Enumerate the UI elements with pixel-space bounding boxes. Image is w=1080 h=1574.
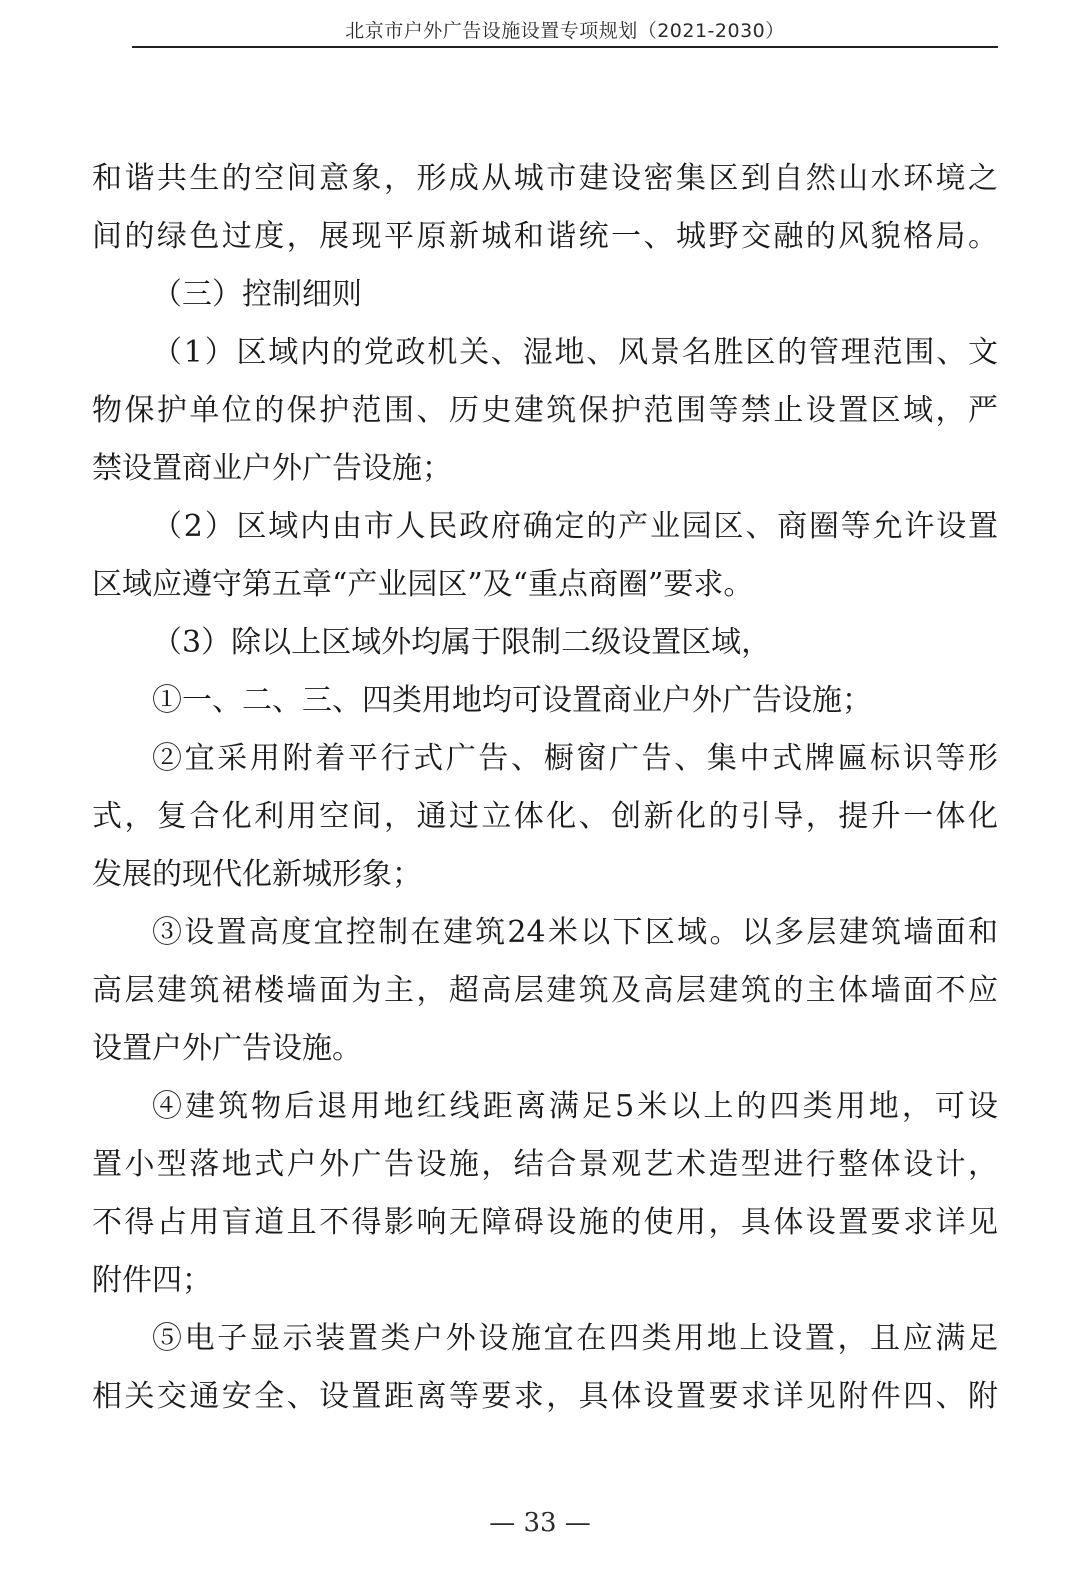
text-line: 和谐共生的空间意象，形成从城市建设密集区到自然山水环境之 xyxy=(92,161,998,196)
section-heading: （三）控制细则 xyxy=(152,277,362,312)
text-line: 区域应遵守第五章“产业园区”及“重点商圈”要求。 xyxy=(92,567,754,602)
text-line: 高层建筑裙楼墙面为主，超高层建筑及高层建筑的主体墙面不应 xyxy=(92,973,998,1008)
text-line: 不得占用盲道且不得影响无障碍设施的使用，具体设置要求详见 xyxy=(92,1205,998,1240)
text-line: 设置户外广告设施。 xyxy=(92,1031,362,1066)
text-line: ①一、二、三、四类用地均可设置商业户外广告设施； xyxy=(152,683,872,718)
text-line: 附件四； xyxy=(92,1263,212,1298)
text-line: ⑤电子显示装置类户外设施宜在四类用地上设置，且应满足 xyxy=(152,1321,998,1356)
text-line: 置小型落地式户外广告设施，结合景观艺术造型进行整体设计， xyxy=(92,1147,998,1182)
text-line: 式，复合化利用空间，通过立体化、创新化的引导，提升一体化 xyxy=(92,799,998,834)
text-line: （2）区域内由市人民政府确定的产业园区、商圈等允许设置 xyxy=(152,509,998,544)
text-line: （1）区域内的党政机关、湿地、风景名胜区的管理范围、文 xyxy=(152,335,998,370)
page-number: — 33 — xyxy=(489,1508,591,1538)
text-line: 物保护单位的保护范围、历史建筑保护范围等禁止设置区域，严 xyxy=(92,393,998,428)
text-line: ④建筑物后退用地红线距离满足5米以上的四类用地，可设 xyxy=(152,1089,998,1124)
text-line: 发展的现代化新城形象； xyxy=(92,857,422,892)
text-line: ②宜采用附着平行式广告、橱窗广告、集中式牌匾标识等形 xyxy=(152,741,998,776)
text-line: （3）除以上区域外均属于限制二级设置区域， xyxy=(152,625,772,660)
text-line: 禁设置商业户外广告设施； xyxy=(92,451,452,486)
text-line: 相关交通安全、设置距离等要求，具体设置要求详见附件四、附 xyxy=(92,1379,998,1414)
header-title: 北京市户外广告设施设置专项规划（2021-2030） xyxy=(345,20,785,42)
header-divider xyxy=(132,46,998,48)
text-line: ③设置高度宜控制在建筑24米以下区域。以多层建筑墙面和 xyxy=(152,915,998,950)
text-line: 间的绿色过度，展现平原新城和谐统一、城野交融的风貌格局。 xyxy=(92,219,998,254)
body-text xyxy=(92,150,998,1426)
